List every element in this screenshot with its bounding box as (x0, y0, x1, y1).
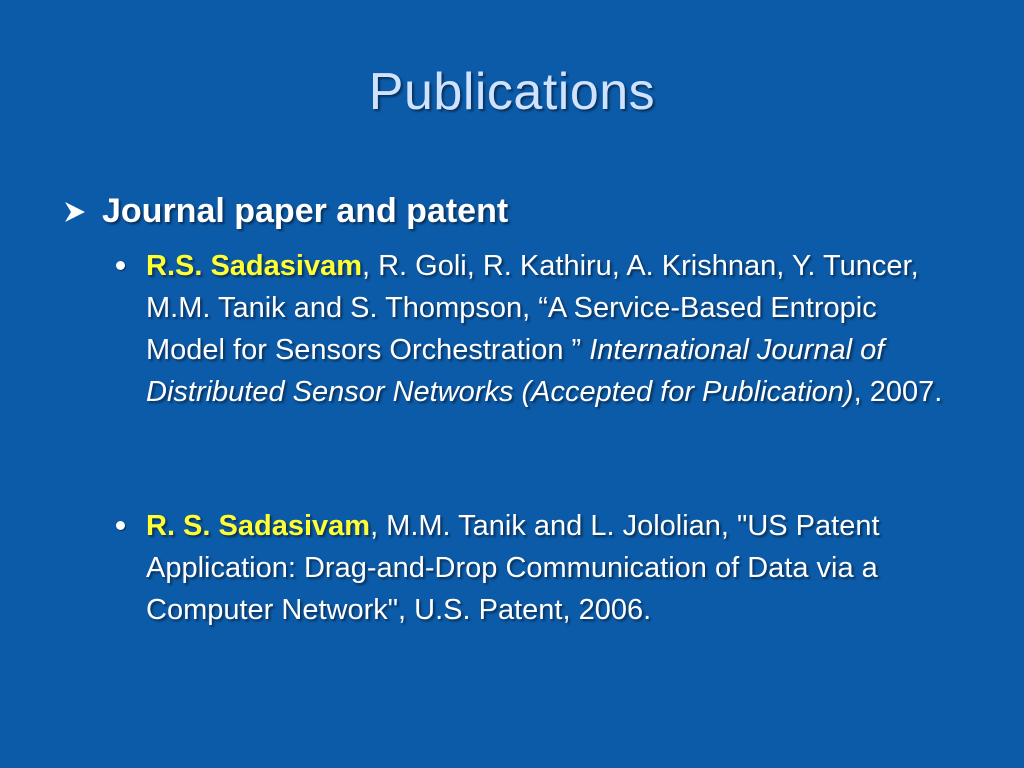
bullet-dot-icon (116, 261, 125, 270)
journal-name: International Journal of Distributed Sensor Networks (Accepted for Publication) (146, 334, 885, 408)
reference-year: , 2007. (853, 376, 943, 408)
highlighted-author: R. S. Sadasivam (146, 510, 371, 542)
reference-item (116, 505, 956, 631)
reference-authors-title: , R. Goli, R. Kathiru, A. Krishnan, Y. Tuncer, M.M. Tanik and S. Thompson, “A Service-Based Entropic Model for Sensors Orchestration ” (146, 250, 919, 366)
slide-title: Publications (368, 63, 656, 121)
reference-text (146, 245, 956, 413)
highlighted-author: R.S. Sadasivam (146, 250, 362, 282)
section-heading-row (62, 192, 962, 231)
section-heading: Journal paper and patent (102, 192, 509, 230)
reference-item (116, 245, 956, 413)
arrow-bullet-icon (62, 199, 88, 225)
reference-text (146, 505, 956, 631)
bullet-dot-icon (116, 521, 125, 530)
reference-authors-title: , M.M. Tanik and L. Jololian, "US Patent Application: Drag-and-Drop Communication of Data via a Computer Network", U.S. Patent, 2006. (146, 510, 880, 626)
